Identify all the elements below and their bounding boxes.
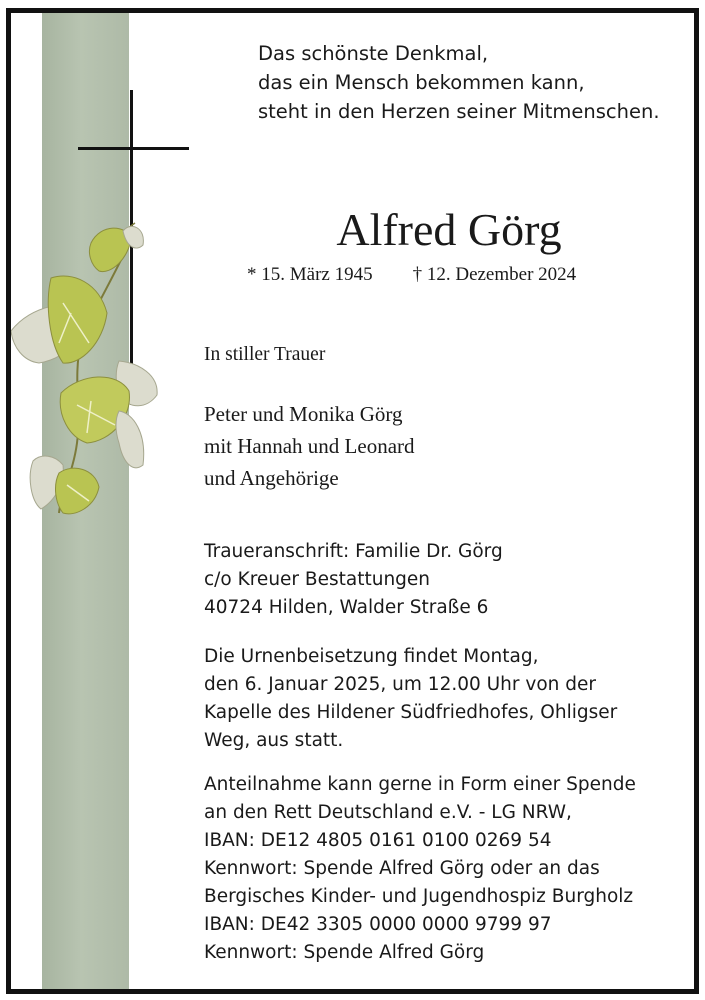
- address-line: c/o Kreuer Bestattungen: [204, 569, 431, 590]
- ceremony-line: Die Urnenbeisetzung findet Montag,: [204, 646, 539, 667]
- birth-date: * 15. März 1945: [247, 264, 373, 285]
- cross-and-ivy-icon: [11, 13, 211, 533]
- family-line: und Angehörige: [204, 466, 339, 490]
- quote-line: steht in den Herzen seiner Mitmenschen.: [258, 100, 660, 123]
- donation-line: Bergisches Kinder- und Jugendhospiz Burgholz: [204, 886, 634, 907]
- address-line: 40724 Hilden, Walder Straße 6: [204, 597, 489, 618]
- quote-line: Das schönste Denkmal,: [258, 42, 489, 65]
- ceremony-info: [204, 643, 617, 755]
- ceremony-line: Weg, aus statt.: [204, 730, 344, 751]
- donation-line: Anteilnahme kann gerne in Form einer Spende: [204, 774, 636, 795]
- donation-line: Kennwort: Spende Alfred Görg oder an das: [204, 858, 600, 879]
- family-names: [204, 398, 415, 494]
- ceremony-line: den 6. Januar 2025, um 12.00 Uhr von der: [204, 674, 596, 695]
- donation-info: [204, 771, 636, 967]
- donation-line: Kennwort: Spende Alfred Görg: [204, 942, 485, 963]
- family-line: Peter und Monika Görg: [204, 402, 403, 426]
- mourning-intro: In stiller Trauer: [204, 344, 326, 365]
- memorial-quote: [258, 39, 660, 126]
- obituary-frame: [6, 8, 699, 994]
- address-line: Traueranschrift: Familie Dr. Görg: [204, 541, 503, 562]
- donation-line: IBAN: DE42 3305 0000 0000 9799 97: [204, 914, 552, 935]
- deceased-name: Alfred Görg: [336, 204, 562, 255]
- ceremony-line: Kapelle des Hildener Südfriedhofes, Ohligser: [204, 702, 618, 723]
- mourning-address: [204, 538, 503, 622]
- donation-line: IBAN: DE12 4805 0161 0100 0269 54: [204, 830, 552, 851]
- family-line: mit Hannah und Leonard: [204, 434, 415, 458]
- death-date: † 12. Dezember 2024: [412, 264, 577, 285]
- donation-line: an den Rett Deutschland e.V. - LG NRW,: [204, 802, 572, 823]
- life-dates: [247, 264, 576, 286]
- quote-line: das ein Mensch bekommen kann,: [258, 71, 585, 94]
